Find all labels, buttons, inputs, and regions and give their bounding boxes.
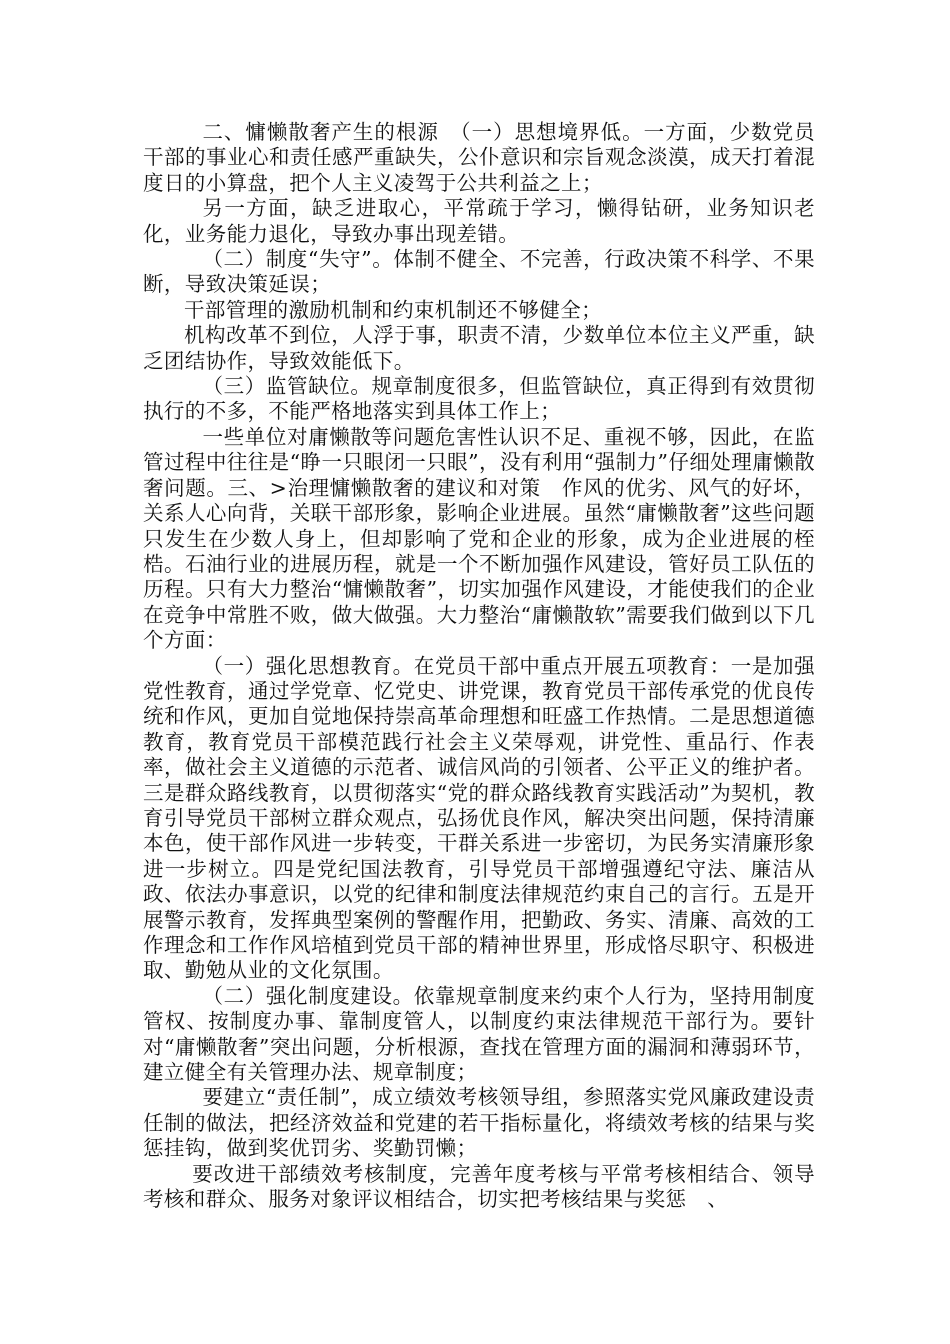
paragraph-root-causes: 二、慵懒散奢产生的根源 （一）思想境界低。一方面，少数党员干部的事业心和责任感严重缺失，公仆意识和宗旨观念淡漠，成天打着混度日的小算盘，把个人主义凌驾于公共利益之上；	[143, 120, 815, 195]
paragraph-institution-building: （二）强化制度建设。依靠规章制度来约束个人行为，坚持用制度管权、按制度办事、靠制度管人，以制度约束法律规范干部行为。要针对“庸懒散奢”突出问题，分析根源，查找在管理方面的漏洞和薄弱环节，建立健全有关管理办法、规章制度；	[143, 983, 815, 1085]
paragraph-incentive-mechanism: 干部管理的激励机制和约束机制还不够健全；	[184, 297, 602, 322]
paragraph-performance-assessment: 要改进干部绩效考核制度，完善年度考核与平常考核相结合、领导考核和群众、服务对象评议相结合，切实把考核结果与奖惩 、	[143, 1161, 815, 1212]
paragraph-countermeasures: 一些单位对庸懒散等问题危害性认识不足、重视不够，因此，在监管过程中往往是“睁一只眼闭一只眼”，没有利用“强制力”仔细处理庸懒散奢问题。三、>治理慵懒散奢的建议和对策 作风的优劣、风气的好坏，关系人心向背，关联干部形象，影响企业进展。虽然“庸懒散奢”这些问题只发生在少数人身上，但却影响了党和企业的形象，成为企业进展的桎梏。石油行业的进展历程，就是一个不断加强作风建设，管好员工队伍的历程。只有大力整治“慵懒散奢”，切实加强作风建设，才能使我们的企业在竞争中常胜不败，做大做强。大力整治“庸懒散软”需要我们做到以下几个方面：	[143, 424, 815, 653]
paragraph-lack-of-motivation: 另一方面，缺乏进取心，平常疏于学习，懒得钻研，业务知识老化，业务能力退化，导致办事出现差错。	[143, 196, 815, 246]
paragraph-system-failure: （二）制度“失守”。体制不健全、不完善，行政决策不科学、不果断，导致决策延误；	[143, 247, 815, 297]
paragraph-supervision-gap: （三）监管缺位。规章制度很多，但监管缺位，真正得到有效贯彻执行的不多，不能严格地落实到具体工作上；	[143, 374, 815, 424]
paragraph-responsibility-system: 要建立“责任制”，成立绩效考核领导组，参照落实党风廉政建设责任制的做法，把经济效益和党建的若干指标量化，将绩效考核的结果与奖惩挂钩，做到奖优罚劣、奖勤罚懒；	[143, 1085, 815, 1161]
document-page	[143, 120, 815, 1212]
paragraph-institutional-reform: 机构改革不到位，人浮于事，职责不清，少数单位本位主义严重，缺乏团结协作，导致效能低下。	[143, 323, 815, 373]
paragraph-ideological-education: （一）强化思想教育。在党员干部中重点开展五项教育：一是加强党性教育，通过学党章、忆党史、讲党课，教育党员干部传承党的优良传统和作风，更加自觉地保持崇高革命理想和旺盛工作热情。二是思想道德教育，教育党员干部模范践行社会主义荣辱观，讲党性、重品行、作表率，做社会主义道德的示范者、诚信风尚的引领者、公平正义的维护者。三是群众路线教育，以贯彻落实“党的群众路线教育实践活动”为契机，教育引导党员干部树立群众观点，弘扬优良作风，解决突出问题，保持清廉本色，使干部作风进一步转变，干群关系进一步密切，为民务实清廉形象进一步树立。四是党纪国法教育，引导党员干部增强遵纪守法、廉洁从政、依法办事意识，以党的纪律和制度法律规范约束自己的言行。五是开展警示教育，发挥典型案例的警醒作用，把勤政、务实、清廉、高效的工作理念和工作作风培植到党员干部的精神世界里，形成恪尽职守、积极进取、勤勉从业的文化氛围。	[143, 653, 815, 983]
